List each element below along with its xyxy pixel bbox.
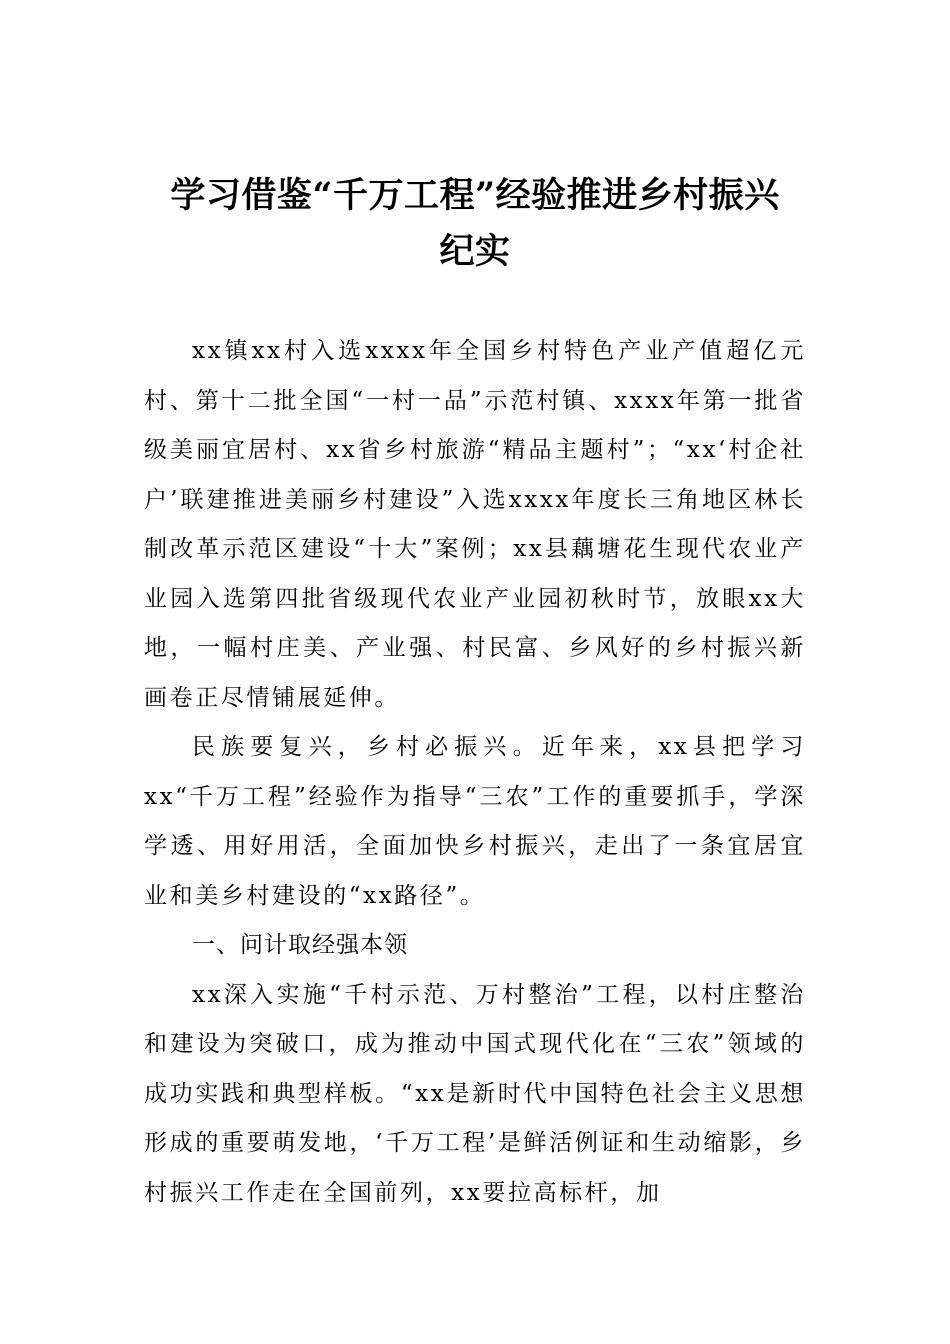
document-title xyxy=(140,168,810,280)
paragraph-background: 民族要复兴，乡村必振兴。近年来，xx县把学习xx“千万工程”经验作为指导“三农”工作的重要抓手，学深学透、用好用活，全面加快乡村振兴，走出了一条宜居宜业和美乡村建设的“xx路径”。 xyxy=(144,734,806,909)
paragraph-section-one: xx深入实施“千村示范、万村整治”工程，以村庄整治和建设为突破口，成为推动中国式现代化在“三农”领域的成功实践和典型样板。“xx是新时代中国特色社会主义思想形成的重要萌发地，‘千万工程’是鲜活例证和生动缩影，乡村振兴工作走在全国前列，xx要拉高标杆，加 xyxy=(144,981,806,1206)
document-body xyxy=(144,327,806,1218)
title-line-1: 学习借鉴“千万工程”经验推进乡村振兴 xyxy=(170,175,780,216)
paragraph-intro: xx镇xx村入选xxxx年全国乡村特色产业产值超亿元村、第十二批全国“一村一品”示范村镇、xxxx年第一批省级美丽宜居村、xx省乡村旅游“精品主题村”；“xx‘村企社户’联建推进美丽乡村建设”入选xxxx年度长三角地区林长制改革示范区建设“十大”案例；xx县藕塘花生现代农业产业园入选第四批省级现代农业产业园初秋时节，放眼xx大地，一幅村庄美、产业强、村民富、乡风好的乡村振兴新画卷正尽情铺展延伸。 xyxy=(144,338,806,711)
section-heading: 一、问计取经强本领 xyxy=(192,932,408,958)
title-line-2: 纪实 xyxy=(439,231,511,272)
